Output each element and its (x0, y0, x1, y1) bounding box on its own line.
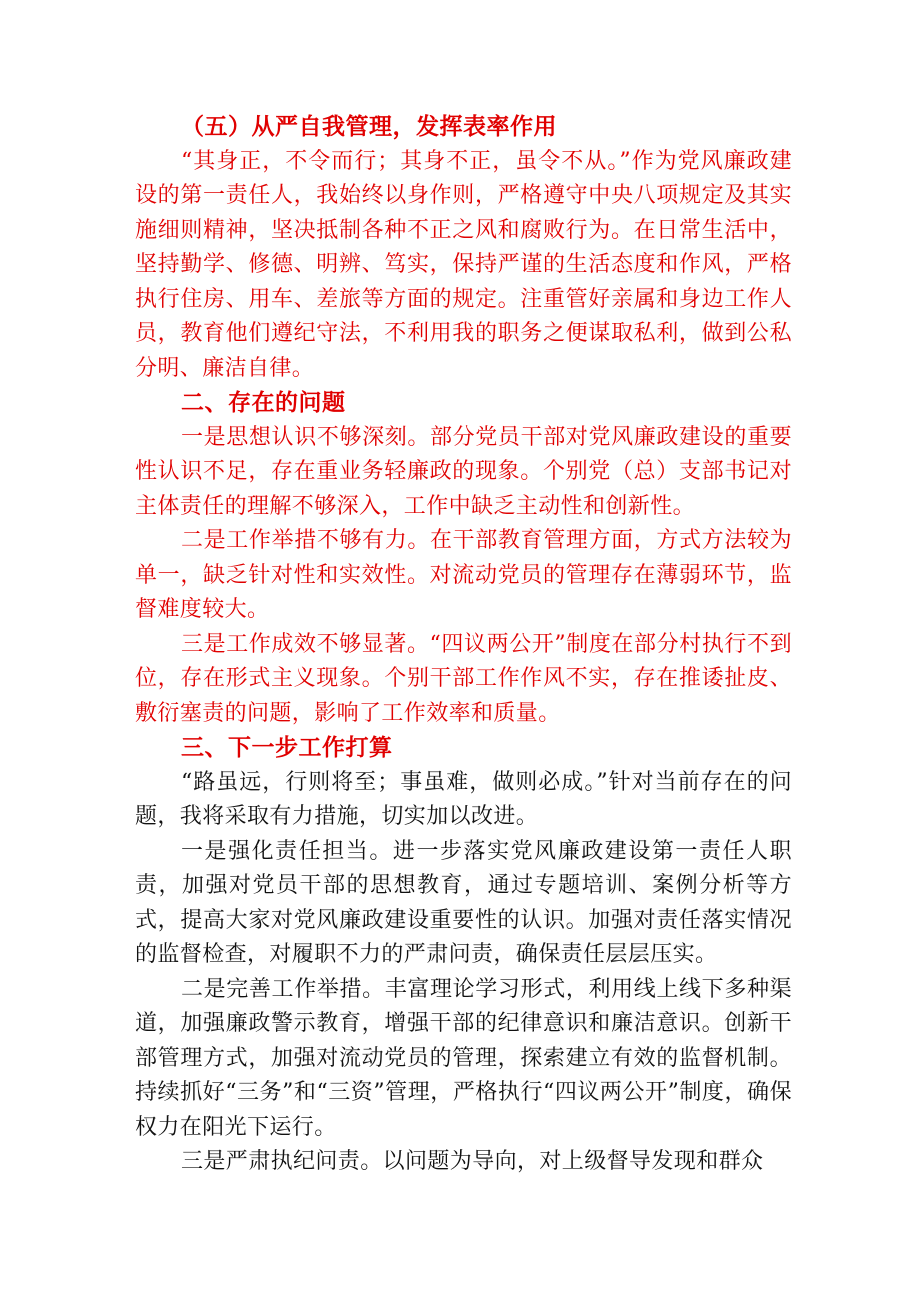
section-five-heading: （五）从严自我管理，发挥表率作用 (181, 113, 557, 140)
next-steps-paragraph-2: 二是完善工作举措。丰富理论学习形式，利用线上线下多种渠道，加强廉政警示教育，增强干部的纪律意识和廉洁意识。创新干部管理方式，加强对流动党员的管理，探索建立有效的监督机制。持续抓好“三务”和“三资”管理，严格执行“四议两公开”制度，确保权力在阳光下运行。 (135, 976, 792, 1140)
problem-paragraph-3: 三是工作成效不够显著。“四议两公开”制度在部分村执行不到位，存在形式主义现象。个别干部工作作风不实，存在推诿扯皮、敷衍塞责的问题，影响了工作效率和质量。 (135, 631, 792, 726)
next-steps-intro-paragraph: “路虽远，行则将至；事虽难，做则必成。”针对当前存在的问题，我将采取有力措施，切实加以改进。 (135, 769, 792, 829)
problems-heading: 二、存在的问题 (181, 389, 346, 416)
problem-paragraph-2: 二是工作举措不够有力。在干部教育管理方面，方式方法较为单一，缺乏针对性和实效性。对流动党员的管理存在薄弱环节，监督难度较大。 (135, 528, 792, 622)
next-steps-heading: 三、下一步工作打算 (181, 734, 393, 761)
next-steps-paragraph-3: 三是严肃执纪问责。以问题为导向，对上级督导发现和群众 (181, 1149, 764, 1174)
next-steps-paragraph-1: 一是强化责任担当。进一步落实党风廉政建设第一责任人职责，加强对党员干部的思想教育，通过专题培训、案例分析等方式，提高大家对党风廉政建设重要性的认识。加强对责任落实情况的监督检查，对履职不力的严肃问责，确保责任层层压实。 (135, 838, 792, 967)
problem-paragraph-1: 一是思想认识不够深刻。部分党员干部对党风廉政建设的重要性认识不足，存在重业务轻廉政的现象。个别党（总）支部书记对主体责任的理解不够深入，工作中缺乏主动性和创新性。 (135, 424, 792, 519)
section-five-paragraph: “其身正，不令而行；其身不正，虽令不从。”作为党风廉政建设的第一责任人，我始终以身作则，严格遵守中央八项规定及其实施细则精神，坚决抵制各种不正之风和腐败行为。在日常生活中，坚持勤学、修德、明辨、笃实，保持严谨的生活态度和作风，严格执行住房、用车、差旅等方面的规定。注重管好亲属和身边工作人员，教育他们遵纪守法，不利用我的职务之便谋取私利，做到公私分明、廉洁自律。 (135, 148, 792, 381)
